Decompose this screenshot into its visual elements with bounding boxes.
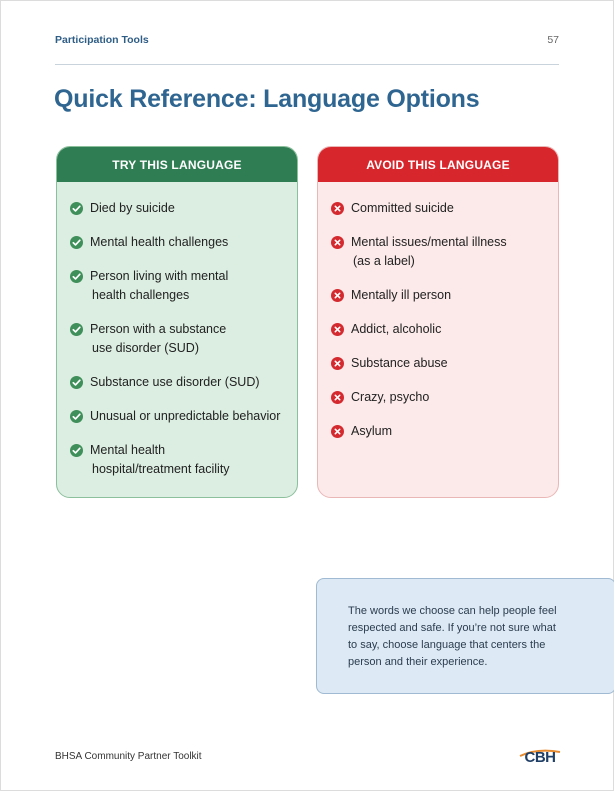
try-item-text [90, 267, 228, 305]
cbh-logo [519, 745, 561, 765]
avoid-item [331, 422, 550, 441]
check-circle-icon [70, 202, 83, 215]
avoid-item-line: Crazy, psycho [351, 390, 430, 404]
avoid-card-heading: AVOID THIS LANGUAGE [318, 147, 558, 182]
tip-line: The words we choose can help people feel [348, 605, 557, 617]
try-item-text [90, 441, 230, 479]
try-item-line: Person living with mental [90, 269, 229, 283]
footer-text: BHSA Community Partner Toolkit [55, 751, 202, 762]
avoid-item-line: Asylum [351, 424, 392, 438]
x-circle-icon [331, 236, 344, 249]
try-item [70, 320, 289, 358]
try-item-line: hospital/treatment facility [92, 462, 230, 476]
try-item [70, 233, 289, 252]
svg-text:CBH: CBH [524, 749, 556, 765]
check-circle-icon [70, 236, 83, 249]
avoid-item-line: Mental issues/mental illness [351, 235, 507, 249]
avoid-item-line: Addict, alcoholic [351, 322, 442, 336]
x-circle-icon [331, 202, 344, 215]
avoid-item [331, 320, 550, 339]
try-item [70, 407, 289, 426]
tip-line: person and their experience. [348, 656, 488, 668]
try-item-text [90, 233, 228, 252]
check-circle-icon [70, 444, 83, 457]
avoid-item [331, 388, 550, 407]
try-card-heading: TRY THIS LANGUAGE [57, 147, 297, 182]
avoid-item-text [351, 233, 507, 271]
avoid-item-line: (as a label) [353, 254, 415, 268]
page-title: Quick Reference: Language Options [54, 85, 480, 113]
try-item-text [90, 373, 260, 392]
try-item-line: Mental health [90, 443, 166, 457]
check-circle-icon [70, 323, 83, 336]
try-item-line: Substance use disorder (SUD) [90, 375, 260, 389]
try-item-text [90, 407, 280, 426]
try-item-line: use disorder (SUD) [92, 341, 199, 355]
avoid-item [331, 199, 550, 218]
try-item [70, 373, 289, 392]
check-circle-icon [70, 270, 83, 283]
try-item-text [90, 320, 226, 358]
avoid-item-text [351, 422, 392, 441]
header-divider [55, 64, 559, 65]
avoid-item-text [351, 354, 448, 373]
page-number: 57 [547, 34, 559, 46]
avoid-item-line: Committed suicide [351, 201, 454, 215]
x-circle-icon [331, 323, 344, 336]
avoid-language-card [317, 146, 559, 498]
avoid-item-text [351, 320, 441, 339]
try-item [70, 267, 289, 305]
try-item-line: Mental health challenges [90, 235, 229, 249]
try-item-line: Died by suicide [90, 201, 175, 215]
try-item-text [90, 199, 175, 218]
x-circle-icon [331, 425, 344, 438]
check-circle-icon [70, 410, 83, 423]
x-circle-icon [331, 391, 344, 404]
tip-text [348, 603, 598, 671]
avoid-item-text [351, 388, 429, 407]
try-language-card [56, 146, 298, 498]
try-item-line: Person with a substance [90, 322, 227, 336]
avoid-item [331, 286, 550, 305]
check-circle-icon [70, 376, 83, 389]
tip-line: to say, choose language that centers the [348, 639, 546, 651]
avoid-item [331, 233, 550, 271]
try-item-line: health challenges [92, 288, 190, 302]
x-circle-icon [331, 357, 344, 370]
section-label: Participation Tools [55, 34, 149, 46]
x-circle-icon [331, 289, 344, 302]
avoid-item [331, 354, 550, 373]
try-item [70, 199, 289, 218]
tip-line: respected and safe. If you’re not sure what [348, 622, 556, 634]
tip-callout [316, 578, 614, 694]
avoid-item-line: Mentally ill person [351, 288, 452, 302]
avoid-item-text [351, 199, 454, 218]
try-item [70, 441, 289, 479]
avoid-item-text [351, 286, 451, 305]
avoid-item-line: Substance abuse [351, 356, 448, 370]
try-item-line: Unusual or unpredictable behavior [90, 409, 281, 423]
